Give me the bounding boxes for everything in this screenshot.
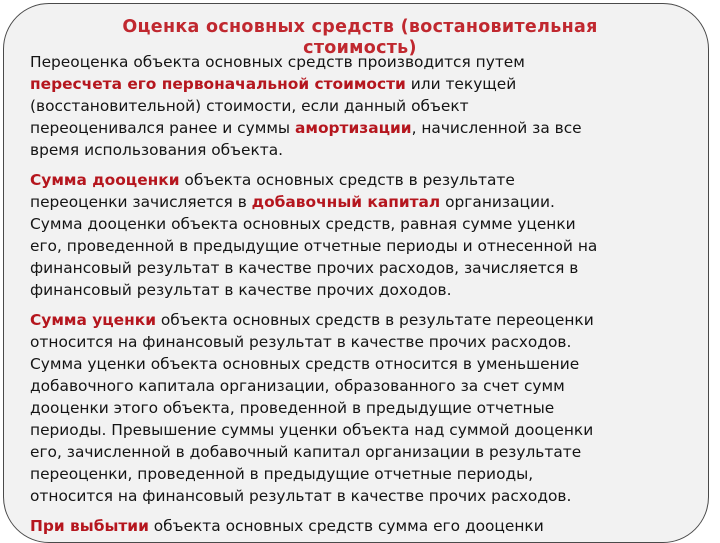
text-line	[30, 375, 710, 397]
text-line	[30, 117, 710, 139]
text-segment: периоды. Превышение суммы уценки объекта над суммой дооценки	[30, 421, 594, 439]
text-line	[30, 257, 710, 279]
paragraph	[30, 309, 710, 507]
text-segment: время использования объекта.	[30, 141, 284, 159]
text-line	[30, 95, 710, 117]
text-segment: относится на финансовый результат в качестве прочих расходов.	[30, 333, 572, 351]
highlighted-term: При выбытии	[30, 517, 149, 535]
text-line	[30, 279, 710, 301]
text-line	[30, 51, 710, 73]
paragraph	[30, 51, 710, 161]
text-line	[30, 441, 710, 463]
text-segment: дооценки этого объекта, проведенной в предыдущие отчетные	[30, 399, 555, 417]
text-segment: (восстановительной) стоимости, если данный объект	[30, 97, 469, 115]
text-line	[30, 309, 710, 331]
text-segment: Переоценка объекта основных средств производится путем	[30, 53, 525, 71]
text-line	[30, 419, 710, 441]
text-segment: его, зачисленной в добавочный капитал организации в результате	[30, 443, 582, 461]
paragraph	[30, 169, 710, 301]
text-segment: объекта основных средств сумма его дооценки	[148, 517, 544, 535]
text-line	[30, 397, 710, 419]
slide-body	[30, 51, 710, 537]
text-segment: его, проведенной в предыдущие отчетные периоды и отнесенной на	[30, 237, 598, 255]
text-segment: объекта основных средств в результате	[179, 171, 515, 189]
slide-title: Оценка основных средств (востановительная стоимость)	[122, 17, 598, 58]
text-segment: переоценивался ранее и суммы	[30, 119, 295, 137]
text-line	[30, 515, 710, 537]
text-segment: относится на финансовый результат в качестве прочих расходов.	[30, 487, 572, 505]
text-segment: переоценки зачисляется в	[30, 193, 252, 211]
text-line	[30, 235, 710, 257]
text-line	[30, 139, 710, 161]
text-segment: Сумма дооценки объекта основных средств, равная сумме уценки	[30, 215, 576, 233]
text-segment: добавочного капитала организации, образованного за счет сумм	[30, 377, 565, 395]
text-segment: или текущей	[405, 75, 517, 93]
text-segment: финансовый результат в качестве прочих расходов, зачисляется в	[30, 259, 579, 277]
text-line	[30, 73, 710, 95]
highlighted-term: Сумма дооценки	[30, 171, 180, 189]
text-segment: , начисленной за все	[411, 119, 582, 137]
text-line	[30, 463, 710, 485]
text-segment: переоценки, проведенной в предыдущие отчетные периоды,	[30, 465, 534, 483]
highlighted-term: добавочный капитал	[251, 193, 441, 211]
text-line	[30, 213, 710, 235]
text-line	[30, 331, 710, 353]
text-segment: финансовый результат в качестве прочих доходов.	[30, 281, 452, 299]
text-segment: объекта основных средств в результате переоценки	[155, 311, 594, 329]
highlighted-term: амортизации	[294, 119, 412, 137]
highlighted-term: Сумма уценки	[30, 311, 156, 329]
text-segment: организации.	[440, 193, 555, 211]
highlighted-term: пересчета его первоначальной стоимости	[30, 75, 406, 93]
text-segment: Сумма уценки объекта основных средств относится в уменьшение	[30, 355, 580, 373]
text-line	[30, 191, 710, 213]
paragraph	[30, 515, 710, 537]
text-line	[30, 169, 710, 191]
text-line	[30, 353, 710, 375]
text-line	[30, 485, 710, 507]
